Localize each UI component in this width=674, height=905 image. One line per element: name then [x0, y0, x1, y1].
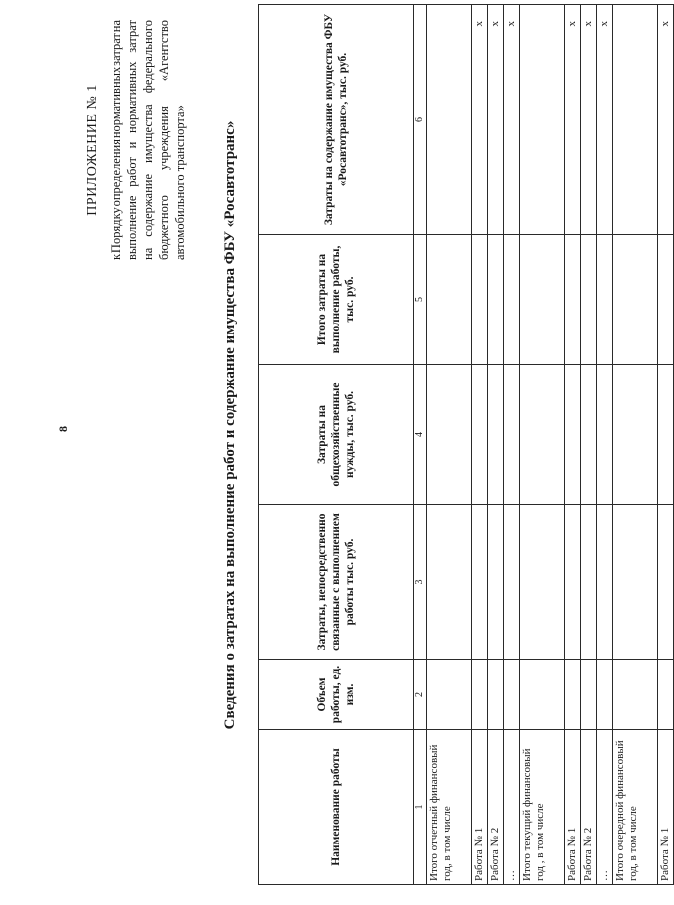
empty-cell — [597, 660, 613, 730]
row-mark — [520, 5, 565, 235]
empty-cell — [520, 660, 565, 730]
empty-cell — [504, 660, 520, 730]
row-name: Работа № 2 — [581, 730, 597, 885]
empty-cell — [504, 235, 520, 365]
empty-cell — [613, 505, 658, 660]
appendix-word: определения — [109, 139, 123, 207]
row-mark: х — [472, 5, 488, 235]
empty-cell — [427, 660, 472, 730]
empty-cell — [472, 660, 488, 730]
empty-cell — [613, 660, 658, 730]
empty-cell — [427, 365, 472, 505]
table-row — [613, 5, 658, 885]
empty-cell — [565, 505, 581, 660]
row-mark: х — [504, 5, 520, 235]
empty-cell — [520, 235, 565, 365]
table-row — [565, 5, 581, 885]
table-row — [427, 5, 472, 885]
row-name: Работа № 1 — [658, 730, 674, 885]
appendix-title: ПРИЛОЖЕНИЕ № 1 — [85, 84, 100, 216]
table-header-row — [259, 5, 414, 885]
empty-cell — [472, 505, 488, 660]
empty-cell — [581, 660, 597, 730]
row-mark: х — [565, 5, 581, 235]
row-name: Работа № 2 — [488, 730, 504, 885]
header-volume: Объем работы, ед. изм. — [259, 660, 414, 730]
row-mark — [427, 5, 472, 235]
empty-cell — [597, 365, 613, 505]
header-total-costs: Итого затраты на выполнение работы, тыс. руб. — [259, 235, 414, 365]
column-number: 3 — [414, 505, 427, 660]
empty-cell — [488, 365, 504, 505]
empty-cell — [488, 660, 504, 730]
empty-cell — [520, 505, 565, 660]
row-mark: х — [581, 5, 597, 235]
appendix-word: затрат — [125, 20, 139, 53]
empty-cell — [488, 505, 504, 660]
appendix-word: бюджетного — [157, 195, 171, 260]
appendix-word: автомобильного транспорта» — [173, 105, 187, 260]
table-row — [488, 5, 504, 885]
appendix-word: к — [109, 253, 123, 260]
row-mark — [613, 5, 658, 235]
appendix-line — [172, 20, 188, 260]
empty-cell — [581, 505, 597, 660]
column-number: 1 — [414, 730, 427, 885]
column-number: 2 — [414, 660, 427, 730]
empty-cell — [658, 365, 674, 505]
header-property-costs: Затраты на содержание имущества ФБУ «Росавтотранс», тыс. руб. — [259, 5, 414, 235]
table-body — [427, 5, 674, 885]
empty-cell — [565, 235, 581, 365]
appendix-word: содержание — [141, 173, 155, 237]
appendix-line — [124, 20, 140, 260]
table-row — [581, 5, 597, 885]
empty-cell — [597, 505, 613, 660]
appendix-word: на — [141, 247, 155, 260]
appendix-word: нормативных — [125, 61, 139, 133]
appendix-word: затрат — [109, 33, 123, 66]
table-row — [504, 5, 520, 885]
empty-cell — [597, 235, 613, 365]
column-number: 4 — [414, 365, 427, 505]
table-row — [472, 5, 488, 885]
empty-cell — [427, 235, 472, 365]
header-direct-costs: Затраты, непосредственно связанные с выполнением работы тыс. руб. — [259, 505, 414, 660]
appendix-word: Порядку — [109, 207, 123, 254]
row-mark: х — [488, 5, 504, 235]
row-name: Работа № 1 — [472, 730, 488, 885]
cost-table — [258, 4, 674, 885]
empty-cell — [658, 660, 674, 730]
header-work-name: Наименование работы — [259, 730, 414, 885]
table-row — [520, 5, 565, 885]
empty-cell — [658, 235, 674, 365]
appendix-word: нормативных — [109, 66, 123, 139]
empty-cell — [613, 365, 658, 505]
empty-cell — [565, 365, 581, 505]
row-name: Итого отчетный финансовый год, в том числе — [427, 730, 472, 885]
empty-cell — [504, 505, 520, 660]
appendix-word: работ — [125, 157, 139, 187]
row-name: Работа № 1 — [565, 730, 581, 885]
empty-cell — [488, 235, 504, 365]
document-title: Сведения о затратах на выполнение работ и содержание имущества ФБУ «Росавтотранс» — [222, 120, 238, 730]
empty-cell — [520, 365, 565, 505]
empty-cell — [427, 505, 472, 660]
page-number: 8 — [56, 426, 70, 432]
appendix-line — [108, 20, 124, 260]
row-name: Итого очередной финансовый год, в том числе — [613, 730, 658, 885]
empty-cell — [581, 365, 597, 505]
row-name: … — [597, 730, 613, 885]
appendix-word: на — [109, 20, 123, 33]
appendix-word: выполнение — [125, 195, 139, 260]
appendix-line — [156, 20, 172, 260]
appendix-word: имущества — [141, 104, 155, 163]
header-overhead-costs: Затраты на общехозяйственные нужды, тыс. руб. — [259, 365, 414, 505]
appendix-word: и — [125, 141, 139, 149]
empty-cell — [472, 365, 488, 505]
row-mark: х — [597, 5, 613, 235]
column-number: 6 — [414, 5, 427, 235]
column-number: 5 — [414, 235, 427, 365]
table-row — [658, 5, 674, 885]
empty-cell — [658, 505, 674, 660]
empty-cell — [504, 365, 520, 505]
empty-cell — [581, 235, 597, 365]
column-number-row — [414, 5, 427, 885]
appendix-reference — [108, 20, 188, 260]
table-row — [597, 5, 613, 885]
row-mark: х — [658, 5, 674, 235]
appendix-line — [140, 20, 156, 260]
empty-cell — [613, 235, 658, 365]
appendix-word: учреждения — [157, 106, 171, 171]
row-name: Итого текущий финансовый год , в том числе — [520, 730, 565, 885]
empty-cell — [565, 660, 581, 730]
empty-cell — [472, 235, 488, 365]
row-name: … — [504, 730, 520, 885]
appendix-word: «Агентство — [157, 20, 171, 82]
appendix-word: федерального — [141, 20, 155, 94]
